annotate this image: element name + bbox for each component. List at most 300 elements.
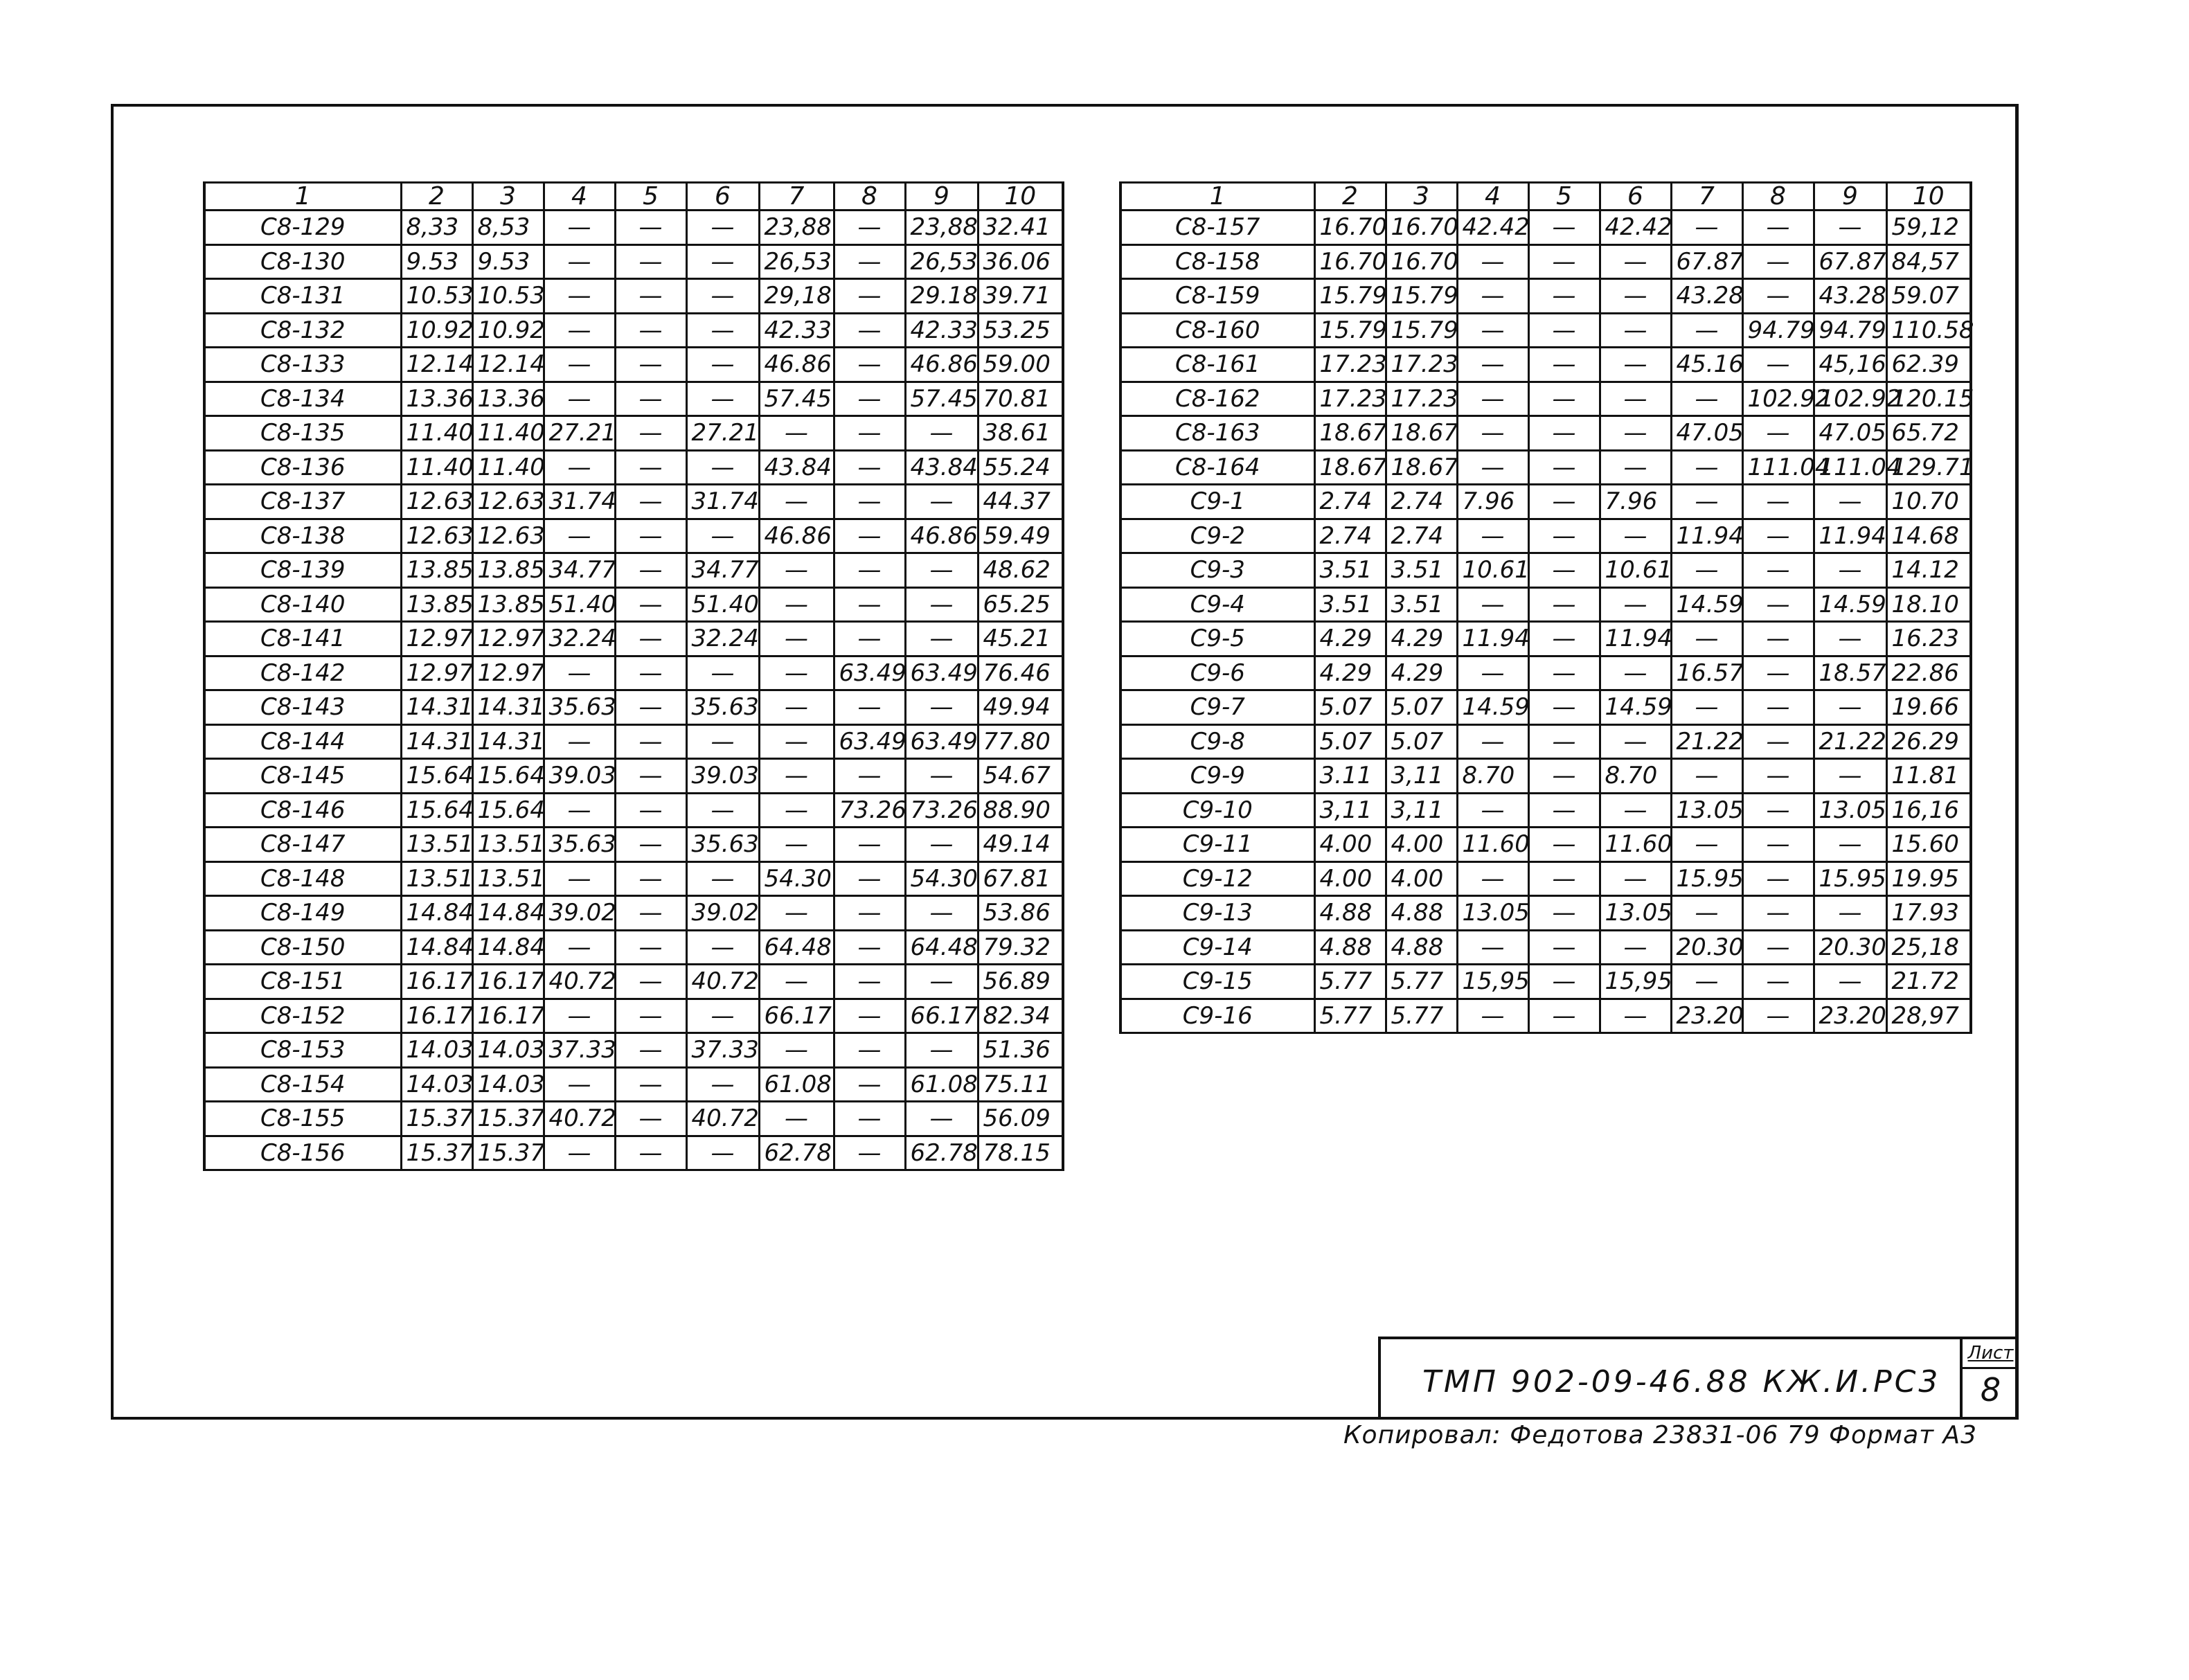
table-cell: — (1528, 211, 1600, 245)
table-cell: 15.37 (401, 1136, 472, 1170)
table-cell: 3,11 (1314, 793, 1386, 828)
row-mark: С8-131 (204, 279, 401, 314)
table-row (1120, 416, 1971, 451)
table-cell: — (1671, 450, 1742, 485)
table-cell: — (834, 348, 905, 382)
table-cell: — (1742, 656, 1814, 690)
table-cell: 46.86 (905, 519, 978, 553)
table-cell: 61.08 (905, 1067, 978, 1102)
table-cell: — (1671, 759, 1742, 794)
table-cell: 20.30 (1814, 930, 1886, 965)
table-cell: 59.00 (978, 348, 1063, 382)
table-cell: 16.70 (1314, 211, 1386, 245)
table-cell: — (1814, 622, 1886, 656)
table-cell: 76.46 (978, 656, 1063, 690)
table-row (1120, 553, 1971, 588)
table-cell: — (1600, 930, 1671, 965)
table-cell: — (1528, 999, 1600, 1033)
row-mark: С8-156 (204, 1136, 401, 1170)
table-cell: 10.92 (472, 313, 544, 348)
table-cell: — (615, 348, 686, 382)
table-row (204, 1033, 1063, 1068)
row-mark: С9-2 (1120, 519, 1314, 553)
table-cell: — (759, 965, 834, 999)
table-cell: — (1814, 965, 1886, 999)
table-row (204, 930, 1063, 965)
table-cell: 59,12 (1886, 211, 1971, 245)
table-cell: 14.84 (472, 896, 544, 931)
table-cell: — (905, 690, 978, 725)
table-cell: 9.53 (472, 244, 544, 279)
table-cell: 55.24 (978, 450, 1063, 485)
table-cell: 4.29 (1314, 656, 1386, 690)
row-mark: С8-136 (204, 450, 401, 485)
table-cell: 11.40 (472, 450, 544, 485)
table-cell: 3.51 (1386, 587, 1457, 622)
table-cell: 16.17 (401, 999, 472, 1033)
table-cell: — (1528, 519, 1600, 553)
table-cell: — (1742, 587, 1814, 622)
table-row (1120, 587, 1971, 622)
table-cell: 14.31 (472, 724, 544, 759)
table-cell: — (544, 930, 615, 965)
table-cell: — (759, 896, 834, 931)
table-cell: 70.81 (978, 382, 1063, 416)
table-row (204, 244, 1063, 279)
table-cell: — (615, 313, 686, 348)
table-cell: — (834, 519, 905, 553)
row-mark: С8-139 (204, 553, 401, 588)
table-cell: 39.02 (544, 896, 615, 931)
table-cell: 4.29 (1386, 656, 1457, 690)
table-cell: 43.28 (1814, 279, 1886, 314)
table-cell: — (686, 313, 759, 348)
table-cell: — (1814, 759, 1886, 794)
table-cell: — (615, 999, 686, 1033)
row-mark: С8-155 (204, 1102, 401, 1136)
row-mark: С9-13 (1120, 896, 1314, 931)
table-cell: — (615, 382, 686, 416)
table-cell: — (615, 656, 686, 690)
table-cell: 34.77 (686, 553, 759, 588)
table-cell: 25,18 (1886, 930, 1971, 965)
table-cell: 15.64 (401, 759, 472, 794)
table-row (204, 587, 1063, 622)
row-mark: С8-152 (204, 999, 401, 1033)
table-cell: 14.59 (1457, 690, 1528, 725)
table-cell: — (1457, 382, 1528, 416)
table-cell: — (686, 999, 759, 1033)
table-cell: — (759, 828, 834, 862)
table-cell: — (834, 759, 905, 794)
table-cell: — (1528, 656, 1600, 690)
table-cell: 45.21 (978, 622, 1063, 656)
table-cell: 110.58 (1886, 313, 1971, 348)
table-cell: 15.79 (1314, 279, 1386, 314)
table-row (1120, 896, 1971, 931)
table-row (204, 690, 1063, 725)
table-cell: 67.87 (1814, 244, 1886, 279)
table-cell: 15.64 (472, 793, 544, 828)
table-cell: — (686, 211, 759, 245)
table-row (204, 861, 1063, 896)
table-cell: 4.29 (1386, 622, 1457, 656)
table-cell: 21.22 (1814, 724, 1886, 759)
row-mark: С8-144 (204, 724, 401, 759)
table-cell: 45,16 (1814, 348, 1886, 382)
table-cell: — (905, 553, 978, 588)
column-header: 9 (905, 183, 978, 211)
table-cell: — (1671, 965, 1742, 999)
table-cell: — (544, 656, 615, 690)
table-cell: 88.90 (978, 793, 1063, 828)
table-cell: 13.51 (401, 828, 472, 862)
table-cell: 42.33 (759, 313, 834, 348)
table-cell: 4.00 (1314, 828, 1386, 862)
table-cell: — (834, 1067, 905, 1102)
table-cell: 61.08 (759, 1067, 834, 1102)
table-cell: 34.77 (544, 553, 615, 588)
table-cell: 9.53 (401, 244, 472, 279)
table-row (1120, 656, 1971, 690)
column-header: 3 (1386, 183, 1457, 211)
table-cell: 15.60 (1886, 828, 1971, 862)
table-cell: — (1600, 861, 1671, 896)
table-cell: 11.81 (1886, 759, 1971, 794)
table-cell: — (834, 622, 905, 656)
row-mark: С9-4 (1120, 587, 1314, 622)
table-cell: — (1742, 793, 1814, 828)
table-cell: — (615, 244, 686, 279)
table-cell: — (1528, 416, 1600, 451)
table-cell: 4.00 (1314, 861, 1386, 896)
table-cell: 36.06 (978, 244, 1063, 279)
table-cell: 43.84 (905, 450, 978, 485)
table-cell: 18.67 (1314, 450, 1386, 485)
table-cell: 14.03 (401, 1067, 472, 1102)
table-cell: 28,97 (1886, 999, 1971, 1033)
table-cell: — (686, 861, 759, 896)
table-cell: — (1528, 861, 1600, 896)
table-cell: 10.53 (401, 279, 472, 314)
table-cell: — (1600, 382, 1671, 416)
table-cell: — (544, 999, 615, 1033)
table-cell: — (1457, 930, 1528, 965)
table-cell: 8,53 (472, 211, 544, 245)
table-row (204, 656, 1063, 690)
table-cell: 10.70 (1886, 485, 1971, 519)
row-mark: С9-3 (1120, 553, 1314, 588)
table-cell: — (686, 450, 759, 485)
table-cell: 49.94 (978, 690, 1063, 725)
table-cell: 45.16 (1671, 348, 1742, 382)
table-cell: 102.92 (1814, 382, 1886, 416)
column-header: 3 (472, 183, 544, 211)
table-cell: — (615, 724, 686, 759)
table-cell: 18.67 (1314, 416, 1386, 451)
table-cell: 5.77 (1386, 965, 1457, 999)
table-cell: — (1742, 553, 1814, 588)
table-cell: — (615, 622, 686, 656)
right-table-body (1120, 181, 1974, 1033)
table-cell: 2.74 (1314, 485, 1386, 519)
table-cell: 129.71 (1886, 450, 1971, 485)
table-cell: 4.88 (1314, 896, 1386, 931)
table-cell: 11.94 (1814, 519, 1886, 553)
table-cell: 3,11 (1386, 793, 1457, 828)
table-cell: — (834, 1102, 905, 1136)
table-cell: — (1528, 759, 1600, 794)
header-row (204, 183, 1063, 211)
table-cell: 42.42 (1600, 211, 1671, 245)
table-cell: — (905, 587, 978, 622)
table-cell: 13.51 (472, 861, 544, 896)
table-cell: 54.30 (905, 861, 978, 896)
table-cell: — (1528, 244, 1600, 279)
table-cell: — (686, 930, 759, 965)
table-cell: — (834, 690, 905, 725)
table-cell: 32.41 (978, 211, 1063, 245)
table-cell: 35.63 (544, 828, 615, 862)
table-cell: — (1457, 450, 1528, 485)
sheet-box (1960, 1339, 2019, 1420)
table-cell: 5.77 (1314, 965, 1386, 999)
row-mark: С9-6 (1120, 656, 1314, 690)
row-mark: С8-132 (204, 313, 401, 348)
table-cell: 14.31 (472, 690, 544, 725)
right-table (1119, 181, 1972, 1034)
table-cell: — (1671, 485, 1742, 519)
row-mark: С9-7 (1120, 690, 1314, 725)
table-cell: 21.22 (1671, 724, 1742, 759)
table-cell: — (1814, 690, 1886, 725)
table-cell: — (834, 450, 905, 485)
table-cell: 2.74 (1386, 485, 1457, 519)
table-cell: 16.70 (1314, 244, 1386, 279)
table-row (204, 416, 1063, 451)
table-cell: — (686, 1067, 759, 1102)
table-cell: 7.96 (1600, 485, 1671, 519)
left-table (203, 181, 1064, 1171)
table-row (1120, 348, 1971, 382)
table-cell: — (1528, 690, 1600, 725)
table-cell: — (834, 896, 905, 931)
table-cell: — (834, 587, 905, 622)
table-cell: — (759, 1033, 834, 1068)
row-mark: С8-142 (204, 656, 401, 690)
table-cell: — (1457, 793, 1528, 828)
table-cell: 5.07 (1386, 690, 1457, 725)
table-cell: 35.63 (544, 690, 615, 725)
table-cell: 14.12 (1886, 553, 1971, 588)
table-cell: 15.79 (1386, 313, 1457, 348)
table-cell: 39.71 (978, 279, 1063, 314)
copy-note: Копировал: Федотова 23831-06 79 Формат А3 (1343, 1421, 1978, 1449)
table-cell: — (1528, 313, 1600, 348)
table-cell: — (1457, 724, 1528, 759)
table-cell: 10.53 (472, 279, 544, 314)
table-cell: — (1814, 896, 1886, 931)
table-row (1120, 279, 1971, 314)
table-cell: 94.79 (1814, 313, 1886, 348)
table-cell: — (1528, 553, 1600, 588)
header-row (1120, 183, 1971, 211)
table-cell: 26,53 (759, 244, 834, 279)
table-cell: 63.49 (834, 656, 905, 690)
table-cell: — (1742, 244, 1814, 279)
table-cell: 29.18 (905, 279, 978, 314)
table-cell: 64.48 (759, 930, 834, 965)
column-header: 5 (1528, 183, 1600, 211)
table-cell: 16.17 (472, 965, 544, 999)
table-cell: 15.95 (1671, 861, 1742, 896)
table-cell: 18.67 (1386, 416, 1457, 451)
table-cell: — (615, 587, 686, 622)
table-cell: 11.94 (1600, 622, 1671, 656)
table-cell: — (1671, 622, 1742, 656)
table-cell: — (615, 828, 686, 862)
table-cell: 10.92 (401, 313, 472, 348)
table-cell: — (1600, 279, 1671, 314)
table-cell: 11.94 (1671, 519, 1742, 553)
table-cell: 13.85 (401, 553, 472, 588)
table-cell: 16.70 (1386, 244, 1457, 279)
table-cell: — (1457, 861, 1528, 896)
table-cell: 15,95 (1457, 965, 1528, 999)
table-cell: — (1600, 416, 1671, 451)
table-cell: 13.85 (472, 553, 544, 588)
table-cell: — (1742, 348, 1814, 382)
table-cell: 18.67 (1386, 450, 1457, 485)
table-cell: 32.24 (686, 622, 759, 656)
table-cell: 40.72 (544, 1102, 615, 1136)
table-cell: 46.86 (759, 348, 834, 382)
table-cell: 4.88 (1386, 896, 1457, 931)
table-cell: 15.37 (472, 1102, 544, 1136)
table-cell: — (759, 416, 834, 451)
row-mark: С8-137 (204, 485, 401, 519)
row-mark: С8-145 (204, 759, 401, 794)
table-cell: — (905, 1102, 978, 1136)
table-cell: 31.74 (686, 485, 759, 519)
table-row (1120, 690, 1971, 725)
table-cell: 14.59 (1814, 587, 1886, 622)
table-cell: — (1742, 724, 1814, 759)
column-header: 7 (1671, 183, 1742, 211)
table-cell: — (1814, 211, 1886, 245)
table-cell: — (1528, 622, 1600, 656)
table-row (204, 1067, 1063, 1102)
table-cell: — (905, 896, 978, 931)
table-cell: — (1742, 211, 1814, 245)
table-cell: 16,16 (1886, 793, 1971, 828)
table-cell: — (834, 1033, 905, 1068)
table-cell: 46.86 (905, 348, 978, 382)
table-cell: 11.60 (1457, 828, 1528, 862)
row-mark: С8-138 (204, 519, 401, 553)
table-cell: 13.05 (1671, 793, 1742, 828)
table-cell: 13.05 (1600, 896, 1671, 931)
document-code: ТМП 902-09-46.88 КЖ.И.РС3 (1422, 1364, 1941, 1400)
row-mark: С8-163 (1120, 416, 1314, 451)
table-cell: — (834, 416, 905, 451)
table-row (204, 724, 1063, 759)
table-cell: — (1671, 313, 1742, 348)
table-cell: 13.05 (1814, 793, 1886, 828)
column-header: 1 (1120, 183, 1314, 211)
table-cell: — (544, 724, 615, 759)
title-block (1378, 1337, 2019, 1420)
table-cell: 12.63 (401, 519, 472, 553)
row-mark: С8-146 (204, 793, 401, 828)
table-cell: 43.84 (759, 450, 834, 485)
row-mark: С9-15 (1120, 965, 1314, 999)
table-cell: 59.49 (978, 519, 1063, 553)
table-cell: 42.42 (1457, 211, 1528, 245)
table-cell: — (686, 348, 759, 382)
table-cell: 94.79 (1742, 313, 1814, 348)
table-cell: — (615, 896, 686, 931)
column-header: 8 (834, 183, 905, 211)
table-cell: 12.97 (472, 622, 544, 656)
table-cell: — (759, 690, 834, 725)
row-mark: С8-133 (204, 348, 401, 382)
table-cell: — (544, 450, 615, 485)
table-cell: 10.61 (1600, 553, 1671, 588)
table-cell: 15.95 (1814, 861, 1886, 896)
table-cell: — (834, 244, 905, 279)
column-header: 4 (1457, 183, 1528, 211)
table-cell: 13.36 (401, 382, 472, 416)
table-cell: — (686, 519, 759, 553)
table-row (1120, 793, 1971, 828)
table-cell: 14.03 (472, 1067, 544, 1102)
table-cell: 62.78 (759, 1136, 834, 1170)
table-cell: — (544, 348, 615, 382)
table-cell: — (1457, 279, 1528, 314)
row-mark: С8-162 (1120, 382, 1314, 416)
table-cell: 64.48 (905, 930, 978, 965)
table-cell: — (615, 793, 686, 828)
table-cell: — (615, 450, 686, 485)
table-row (204, 965, 1063, 999)
table-cell: 17.23 (1386, 382, 1457, 416)
table-cell: 84,57 (1886, 244, 1971, 279)
table-cell: — (759, 759, 834, 794)
table-cell: — (615, 279, 686, 314)
table-cell: 12.14 (401, 348, 472, 382)
table-cell: 14.31 (401, 724, 472, 759)
row-mark: С9-16 (1120, 999, 1314, 1033)
row-mark: С8-158 (1120, 244, 1314, 279)
table-cell: 26,53 (905, 244, 978, 279)
table-row (1120, 313, 1971, 348)
row-mark: С9-10 (1120, 793, 1314, 828)
table-cell: 16.23 (1886, 622, 1971, 656)
table-cell: — (759, 485, 834, 519)
table-cell: — (544, 244, 615, 279)
table-row (204, 1102, 1063, 1136)
table-cell: 12.63 (472, 485, 544, 519)
table-cell: 49.14 (978, 828, 1063, 862)
row-mark: С8-129 (204, 211, 401, 245)
table-cell: 79.32 (978, 930, 1063, 965)
table-cell: — (1528, 382, 1600, 416)
table-cell: — (1457, 348, 1528, 382)
table-cell: 14.68 (1886, 519, 1971, 553)
column-header: 6 (686, 183, 759, 211)
column-header: 6 (1600, 183, 1671, 211)
